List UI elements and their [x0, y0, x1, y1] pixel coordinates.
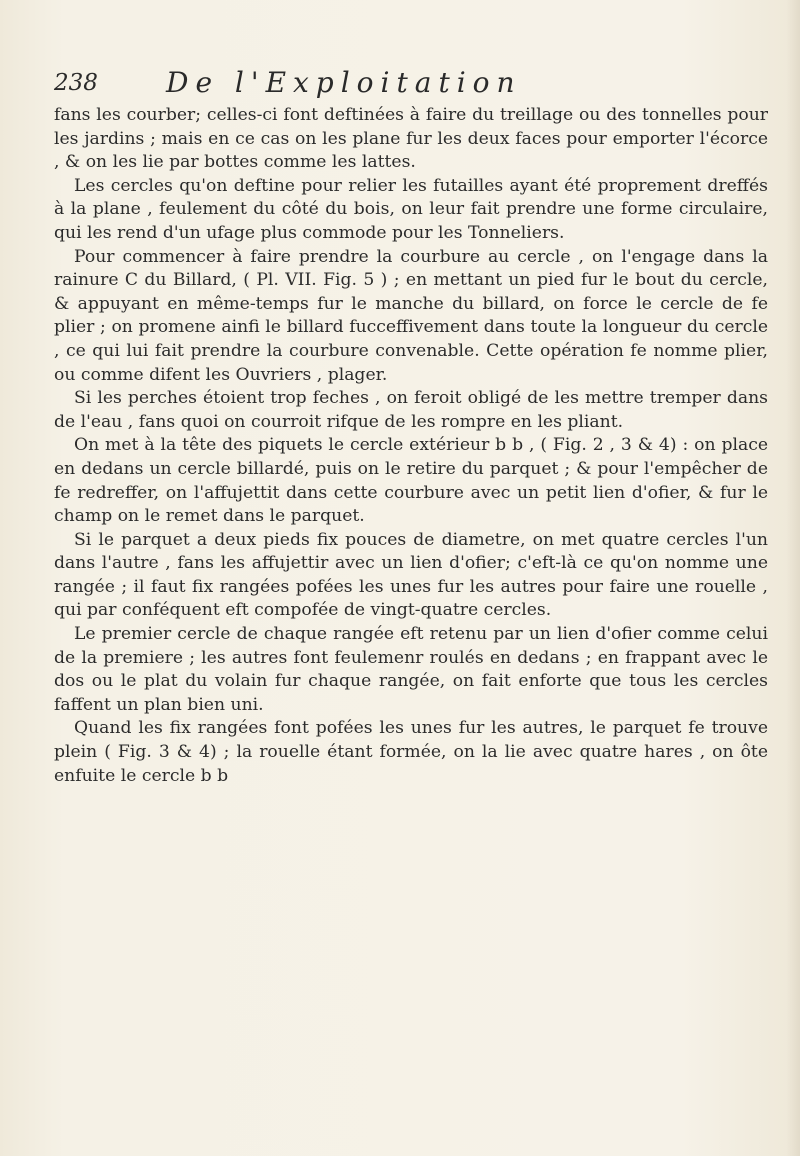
paragraph: Le premier cercle de chaque rangée eft retenu par un lien d'ofier comme celui de la premiere ; les autres font feulemenr roulés en dedans ; en frappant avec le dos ou le plat du volain fur chaque rangée, on fait enforte que tous les cercles faffent un plan bien uni. [54, 624, 768, 715]
paragraph: Quand les fix rangées font pofées les unes fur les autres, le parquet fe trouve plein ( Fig. 3 & 4) ; la rouelle étant formée, on la lie avec quatre hares , on ôte enfuite le cercle b b [54, 718, 768, 786]
paragraph-continued: fans les courber; celles-ci font deftinées à faire du treillage ou des tonnelles pour les jardins ; mais en ce cas on les plane fur les deux faces pour emporter l'écorce , & on les lie par bottes comme les lattes. [54, 105, 768, 173]
paragraph: Les cercles qu'on deftine pour relier les futailles ayant été proprement dreffés à la plane , feulement du côté du bois, on leur fait prendre une forme circulaire, qui les rend d'un ufage plus commode pour les Tonneliers. [54, 175, 768, 243]
running-title: De l'Exploitation [166, 66, 522, 99]
page-number: 238 [54, 70, 98, 96]
running-head [54, 66, 754, 102]
paragraph: Si les perches étoient trop feches , on feroit obligé de les mettre tremper dans de l'eau , fans quoi on courroit rifque de les rompre en les pliant. [54, 388, 768, 432]
page-edge-shadow [786, 0, 800, 1156]
paragraph: Pour commencer à faire prendre la courbure au cercle , on l'engage dans la rainure C du Billard, ( Pl. VII. Fig. 5 ) ; en mettant un pied fur le bout du cercle, & appuyant en même-temps fur le manche du billard, on force le cercle de fe plier ; on promene ainfi le billard fucceffivement dans toute la longueur du cercle , ce qui lui fait prendre la courbure convenable. Cette opération fe nomme plier, ou comme difent les Ouvriers , plager. [54, 246, 768, 385]
paragraph: Si le parquet a deux pieds fix pouces de diametre, on met quatre cercles l'un dans l'autre , fans les affujettir avec un lien d'ofier; c'eft-là ce qu'on nomme une rangée ; il faut fix rangées pofées les unes fur les autres pour faire une rouelle , qui par conféquent eft compofée de vingt-quatre cercles. [54, 529, 768, 621]
body-text [54, 104, 768, 788]
paragraph: On met à la tête des piquets le cercle extérieur b b , ( Fig. 2 , 3 & 4) : on place en dedans un cercle billardé, puis on le retire du parquet ; & pour l'empêcher de fe redreffer, on l'affujettit dans cette courbure avec un petit lien d'ofier, & fur le champ on le remet dans le parquet. [54, 435, 768, 527]
